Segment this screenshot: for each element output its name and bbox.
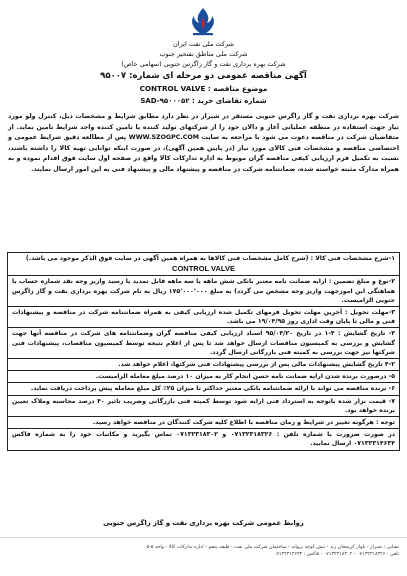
item-name: CONTROL VALVE: [172, 264, 235, 274]
condition-row-financial-opening: [8, 359, 399, 371]
org-name-line3: شرکت بهره برداری نفت و گاز زاگرس جنوبی (سهامی خاص): [121, 60, 286, 68]
condition-row-specs: [8, 253, 399, 276]
notice-title: آگهی مناقصه عمومی دو مرحله ای شماره: ۹۵۰۰۷: [100, 71, 307, 81]
condition-text: ۱-شرح مشخصات فنی کالا : (شرح کامل مشخصات فنی کالاها به همراه همین آگهی در سایت فوق الذکر موجود می باشد.): [25, 255, 395, 262]
condition-row-prepayment: [8, 383, 399, 395]
nioc-logo-icon: [184, 6, 222, 38]
subject-value: CONTROL VALVE: [139, 84, 206, 93]
condition-text: ۵- درصورت برنده شدن ارایه ضمانت نامه حسن انجام کار به میزان ۱۰ درصد مبلغ معامله الزامیست.: [95, 373, 395, 381]
tender-subject: [0, 85, 407, 92]
request-value: SAD-۹۵۰۰۰۵۲: [140, 97, 190, 105]
condition-row-note: [8, 417, 399, 429]
public-relations-signature: روابط عمومی شرکت بهره برداری نفت و گاز زاگرس جنوبی: [103, 519, 304, 527]
condition-row-evaluation: [8, 396, 399, 417]
org-name-line1: شرکت ملی نفت ایران: [172, 40, 235, 48]
condition-text: ۴-۲ تاریخ گشایش پیشنهادات مالی پس از بررسی پیشنهادات فنی شرکتها، اعلام خواهد شد.: [118, 361, 395, 369]
intro-paragraph: شرکت بهره برداری نفت و گاز زاگرس جنوبی مستقر در شیراز در نظر دارد مطابق شرایط و مشخصات ذیل، کنترل ولو مورد نیاز جهت استفاده در منطقه عملیاتی آغار و دالان خود را از شرکتهای تولید کننده یا تامین کننده واجد شرایط تامین نماید. از متقاضیان شرکت در مناقصه دعوت می شود با مراجعه به سایت WWW.SZOGPC.COM پس از مطالعه دقیق شرایط عمومی و اختصاصی مناقصه و مشخصات فنی کالای مورد نیاز (در پایین همین آگهی)، در صورت اینکه توانایی تهیه کالا را داشته باشند، نسبت به تکمیل فرم ارزیابی کیفی مناقصه گران موبوط به اداره تدارکات کالا واقع در صفحه اول سایت فوق اقدام نموده و به همراه مدارک مثبته خواسته شده، ضمانتنامه شرکت در مناقصه و پیشنهاد مالی و پیشنهاد فنی به این امور ارسال نمایند.: [8, 113, 399, 173]
subject-label: موضوع مناقصه :: [205, 84, 268, 93]
condition-text: ۳-مهلت تحویل : آخرین مهلت تحویل فرمهای تکمیل شده ارزیابی کیفی به همراه ضمانتنامه شرکت در مناقصه و پیشنهادات فنی و مالی تا پایان وقت اداری روز ۱۹/۰۴/۹۵ می باشد.: [12, 309, 395, 326]
condition-row-opening: [8, 328, 399, 359]
phone-line: تلفن : ۰۷۱۳۲۳۱۸۳۲۶ - ۰۷۱۳۲۳۱۸۳۰۲ - فاکس : ۰۷۱۳۲۳۱۴۶۳۴: [273, 552, 399, 558]
condition-text: در صورت ضرورت با شماره تلفن : ۰۷۱۳۲۳۱۸۳۲۶ و ۰۷۱۳۲۳۱۸۳۰۲ تماس بگیرید و مکاتبات خود را به شماره فاکس ۰۷۱۳۲۳۱۴۶۳۴ ارسال نمایید.: [12, 431, 396, 448]
condition-text: ۲-نوع و مبلغ تضمین : ارایه ضمانت نامه معتبر بانکی شش ماهه یا سه ماهه قابل تمدید یا رسید واریز وجه نقد شماره حساب یا هماهنگی این امورجهت واریز وجه مشخص می گردد) به مبلغ ۱۷۵٬۰۰۰٬۰۰۰ ریال به نام شرکت بهره برداری نفت و گاز زاگرس جنوبی الزامیست.: [12, 278, 395, 304]
condition-row-deadline: [8, 307, 399, 328]
org-name-line2: شرکت ملی مناطق نفتخیز جنوب: [159, 50, 248, 58]
condition-text: ۶- برنده مناقصه می تواند با ارائه ضمانتنامه بانکی معتبر حداکثر تا میزان ۲۵٪ کل مبلغ معامله پیش پرداخت دریافت نماید.: [30, 385, 395, 393]
condition-row-performance-bond: [8, 371, 399, 383]
condition-text: توجه : هرگونه تغییر در شرایط و زمان مناقصه با اطلاع کلیه شرکت کنندگان در مناقصه خواهد رسید.: [92, 419, 395, 427]
condition-text: ۴- تاریخ گشایش : ۴-۱ در تاریخ ۹۵/۰۴/۲۰ اسناد ارزیابی کیفی مناقصه گران وضمانتنامه های شرکت در مناقصه آنها جهت گشایش و بررسی به کمیسیون مناقصات ارسال خواهد شد تا پس از اعلام نتیجه توسط کمیسیون مناقصات، پیشنهادات فنی شرکتها نیز جهت بررسی به کمیته فنی بازرگانی ارسال گردد.: [12, 330, 395, 356]
conditions-table: [7, 252, 400, 451]
purchase-request-number: [0, 98, 407, 105]
condition-row-guarantee: [8, 276, 399, 307]
condition-row-contact: [8, 429, 399, 449]
address-block: [8, 544, 399, 559]
address-line: نشانی : شیراز - بلوار کریمخان زند - نبش کوچه پروانه - ساختمان شرکت ملی نفت - طبقه پنجم - اداره تدارکات کالا - واحد ۵-۵: [146, 545, 399, 550]
request-label: شماره تقاضای خرید :: [189, 97, 267, 105]
condition-text: ۷- قیمت نزار شده بانوجه به استرداد فنی ارایه شود توسط کمیته فنی بازرگانی وضریب تاثیر ۴۰ درصد محاسبه وملاک تعیین برنده خواهد بود.: [12, 397, 395, 414]
